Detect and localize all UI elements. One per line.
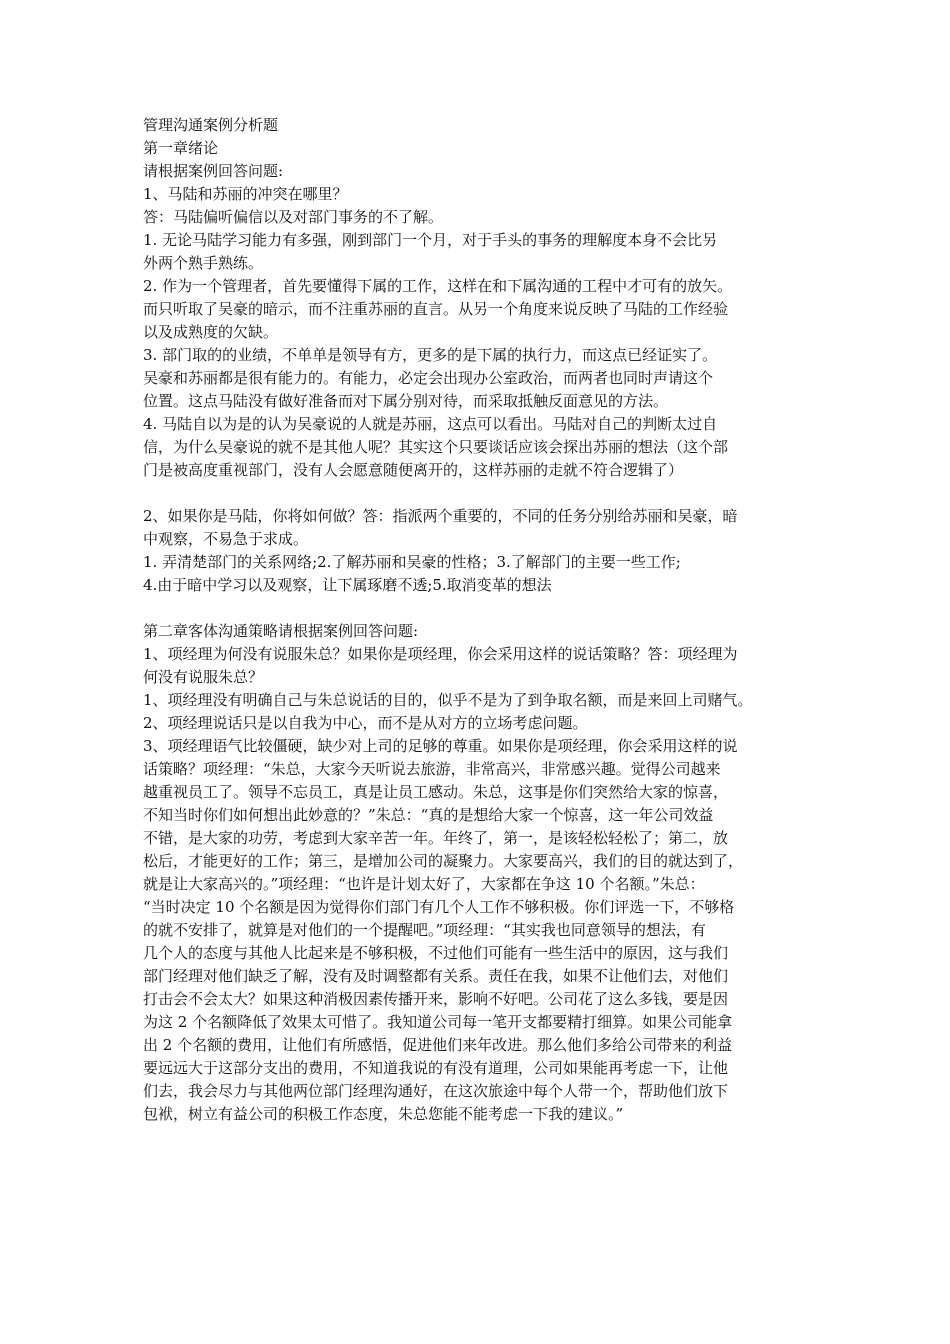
- text-line: 越重视员工了。领导不忘员工，真是让员工感动。朱总，这事是你们突然给大家的惊喜，: [143, 783, 729, 801]
- text-line: 为这 2 个名额降低了效果太可惜了。我知道公司每一笔开支都要精打细算。如果公司能拿: [143, 1013, 733, 1031]
- text-line: 1. 无论马陆学习能力有多强，刚到部门一个月，对于手头的事务的理解度本身不会比另: [143, 231, 718, 249]
- text-line: 1、马陆和苏丽的冲突在哪里？: [143, 185, 348, 203]
- text-line: 第二章客体沟通策略请根据案例回答问题:: [143, 622, 419, 640]
- text-line: 几个人的态度与其他人比起来是不够积极，不过他们可能有一些生活中的原因，这与我们: [143, 944, 729, 962]
- text-line: 门是被高度重视部门，没有人会愿意随便离开的，这样苏丽的走就不符合逻辑了）: [143, 461, 684, 479]
- text-line: 答：马陆偏听偏信以及对部门事务的不了解。: [143, 208, 444, 226]
- text-line: 们去，我会尽力与其他两位部门经理沟通好，在这次旅途中每个人带一个，帮助他们放下: [143, 1082, 729, 1100]
- text-line: 以及成熟度的欠缺。: [143, 323, 279, 341]
- text-line: 1、项经理为何没有说服朱总？如果你是项经理，你会采用这样的说话策略？答：项经理为: [143, 645, 738, 663]
- text-line: 包袱，树立有益公司的积极工作态度，朱总您能不能考虑一下我的建议。”: [143, 1105, 624, 1123]
- text-line: 要远远大于这部分支出的费用，不知道我说的有没有道理，公司如果能再考虑一下，让他: [143, 1059, 729, 1077]
- text-line: 话策略？项经理：“朱总，大家今天听说去旅游，非常高兴，非常感兴趣。觉得公司越来: [143, 760, 721, 778]
- text-line: 中观察，不易急于求成。: [143, 530, 309, 548]
- text-line: 打击会不会太大？如果这种消极因素传播开来，影响不好吧。公司花了这么多钱，要是因: [143, 990, 729, 1008]
- text-line: 1. 弄清楚部门的关系网络;2.了解苏丽和吴豪的性格；3.了解部门的主要一些工作;: [143, 553, 681, 571]
- text-line: 请根据案例回答问题:: [143, 162, 284, 180]
- text-line: 而只听取了吴豪的暗示，而不注重苏丽的直言。从另一个角度来说反映了马陆的工作经验: [143, 300, 729, 318]
- text-line: 3. 部门取的的业绩，不单单是领导有方，更多的是下属的执行力，而这点已经证实了。: [143, 346, 718, 364]
- text-line: 出 2 个名额的费用，让他们有所感悟，促进他们来年改进。那么他们多给公司带来的利益: [143, 1036, 733, 1054]
- document-title: 管理沟通案例分析题: [143, 116, 279, 134]
- text-line: 4. 马陆自以为是的认为吴豪说的人就是苏丽，这点可以看出。马陆对自己的判断太过自: [143, 415, 718, 433]
- text-line: 何没有说服朱总？: [143, 668, 264, 686]
- text-line: 信，为什么吴豪说的就不是其他人呢？其实这个只要谈话应该会探出苏丽的想法（这个部: [143, 438, 729, 456]
- text-line: 2、项经理说话只是以自我为中心，而不是从对方的立场考虑问题。: [143, 714, 588, 732]
- document-body: [143, 114, 819, 1126]
- text-line: 的就不安排了，就算是对他们的一个提醒吧。”项经理：“其实我也同意领导的想法，有: [143, 921, 706, 939]
- text-line: 不知当时你们如何想出此妙意的？”朱总：“真的是想给大家一个惊喜，这一年公司效益: [143, 806, 714, 824]
- blank-line: [143, 482, 819, 505]
- text-line: 第一章绪论: [143, 139, 219, 157]
- text-line: 松后，才能更好的工作；第三，是增加公司的凝聚力。大家要高兴，我们的目的就达到了，: [143, 852, 744, 870]
- blank-line: [143, 597, 819, 620]
- text-line: 不错，是大家的功劳，考虑到大家辛苦一年。年终了，第一，是该轻松轻松了；第二，放: [143, 829, 729, 847]
- text-line: 吴豪和苏丽都是很有能力的。有能力，必定会出现办公室政治，而两者也同时声请这个: [143, 369, 714, 387]
- text-line: 4.由于暗中学习以及观察，让下属琢磨不透;5.取消变革的想法: [143, 576, 552, 594]
- text-line: 部门经理对他们缺乏了解，没有及时调整都有关系。责任在我，如果不让他们去，对他们: [143, 967, 729, 985]
- text-line: 外两个熟手熟练。: [143, 254, 264, 272]
- text-line: 位置。这点马陆没有做好准备而对下属分别对待，而采取抵触反面意见的方法。: [143, 392, 669, 410]
- text-line: 1、项经理没有明确自己与朱总说话的目的，似乎不是为了到争取名额，而是来回上司赌气。: [143, 691, 753, 709]
- text-line: 2、如果你是马陆，你将如何做？答：指派两个重要的，不同的任务分别给苏丽和吴豪，暗: [143, 507, 738, 525]
- text-line: “当时决定 10 个名额是因为觉得你们部门有几个人工作不够积极。你们评选一下，不够格: [143, 898, 735, 916]
- text-line: 2. 作为一个管理者，首先要懂得下属的工作，这样在和下属沟通的工程中才可有的放矢。: [143, 277, 733, 295]
- text-line: 3、项经理语气比较僵硬，缺少对上司的足够的尊重。如果你是项经理，你会采用这样的说: [143, 737, 738, 755]
- text-line: 就是让大家高兴的。”项经理：“也许是计划太好了，大家都在争这 10 个名额。”朱总：: [143, 875, 705, 893]
